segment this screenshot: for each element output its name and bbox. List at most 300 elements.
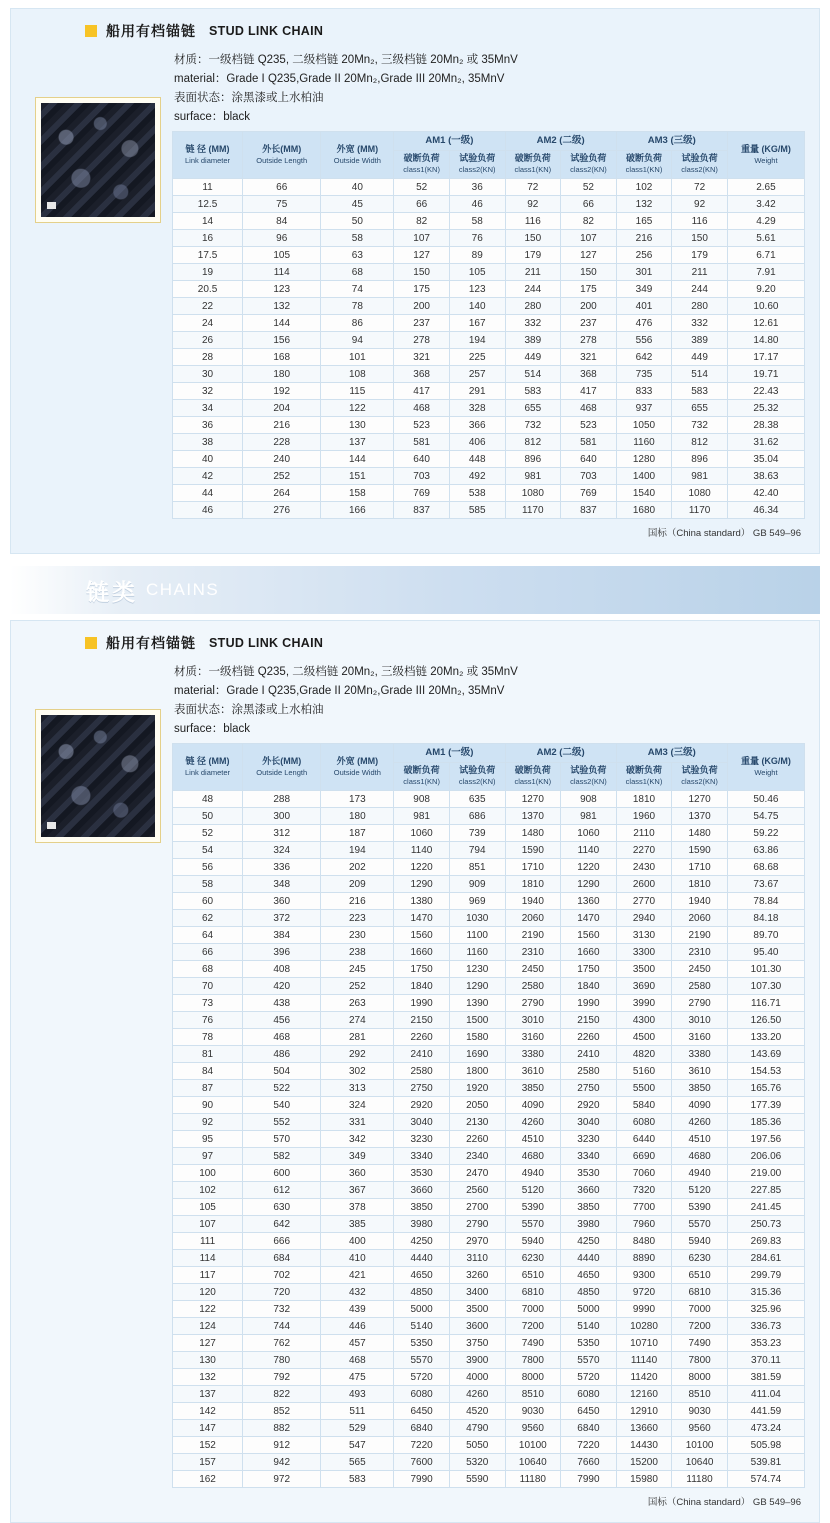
- table-cell: 2770: [616, 893, 672, 910]
- spec-line: 材质：一级档链 Q235, 二级档链 20Mn₂, 三级档链 20Mn₂ 或 35MnV: [174, 54, 518, 66]
- col-am2-break: 破断负荷 class1(KN): [505, 763, 561, 791]
- table-cell: 401: [616, 298, 672, 315]
- table-row: [173, 468, 805, 485]
- table-cell: 1810: [616, 791, 672, 808]
- table-cell: 582: [243, 1148, 321, 1165]
- col-am1-proof: 试验负荷 class2(KN): [449, 151, 505, 179]
- table-cell: 240: [243, 451, 321, 468]
- table-cell: 66: [561, 196, 617, 213]
- table-cell: 252: [243, 468, 321, 485]
- table-cell: 4680: [505, 1148, 561, 1165]
- section-1-title-cn: 船用有档锚链: [106, 23, 196, 39]
- table-cell: 2310: [505, 944, 561, 961]
- table-cell: 58: [321, 230, 394, 247]
- table-cell: 2750: [394, 1080, 450, 1097]
- table-cell: 11180: [505, 1471, 561, 1488]
- table-cell: 245: [321, 961, 394, 978]
- table-cell: 769: [394, 485, 450, 502]
- table-cell: 769: [561, 485, 617, 502]
- table-row: [173, 1012, 805, 1029]
- table-cell: 123: [243, 281, 321, 298]
- table-cell: 574.74: [727, 1471, 804, 1488]
- table-cell: 1220: [394, 859, 450, 876]
- table-cell: 5.61: [727, 230, 804, 247]
- table-cell: 302: [321, 1063, 394, 1080]
- section-2-left-column: [25, 663, 170, 843]
- col-weight: 重量 (KG/M) Weight: [727, 132, 804, 179]
- section-2-title-en: STUD LINK CHAIN: [209, 636, 324, 650]
- table-cell: 17.5: [173, 247, 243, 264]
- table-cell: 360: [243, 893, 321, 910]
- table-cell: 1270: [505, 791, 561, 808]
- table-cell: 523: [394, 417, 450, 434]
- table-cell: 3660: [394, 1182, 450, 1199]
- table-row: [173, 1267, 805, 1284]
- table-cell: 117: [173, 1267, 243, 1284]
- table-cell: 3040: [561, 1114, 617, 1131]
- table-cell: 4090: [672, 1097, 728, 1114]
- table-cell: 9030: [672, 1403, 728, 1420]
- table-cell: 9300: [616, 1267, 672, 1284]
- table-cell: 476: [616, 315, 672, 332]
- table-cell: 223: [321, 910, 394, 927]
- table-cell: 73: [173, 995, 243, 1012]
- table-cell: 157: [173, 1454, 243, 1471]
- col-am1-break: 破断负荷 class1(KN): [394, 763, 450, 791]
- table-cell: 3.42: [727, 196, 804, 213]
- table-cell: 324: [321, 1097, 394, 1114]
- table-cell: 1290: [394, 876, 450, 893]
- table-cell: 332: [505, 315, 561, 332]
- table-row: [173, 1420, 805, 1437]
- table-cell: 144: [243, 315, 321, 332]
- table-cell: 7600: [394, 1454, 450, 1471]
- table-cell: 3130: [616, 927, 672, 944]
- table-cell: 281: [321, 1029, 394, 1046]
- table-cell: 238: [321, 944, 394, 961]
- section-2-product-photo-frame: [35, 709, 161, 843]
- table-cell: 73.67: [727, 876, 804, 893]
- table-cell: 22: [173, 298, 243, 315]
- table-cell: 600: [243, 1165, 321, 1182]
- table-row: [173, 1097, 805, 1114]
- table-cell: 523: [561, 417, 617, 434]
- section-2-spec-text: [172, 663, 805, 739]
- table-cell: 1480: [672, 825, 728, 842]
- table-cell: 192: [243, 383, 321, 400]
- table-cell: 336.73: [727, 1318, 804, 1335]
- table-row: [173, 1301, 805, 1318]
- table-cell: 140: [449, 298, 505, 315]
- table-cell: 896: [672, 451, 728, 468]
- table-cell: 3850: [394, 1199, 450, 1216]
- table-cell: 2920: [561, 1097, 617, 1114]
- table-cell: 1750: [561, 961, 617, 978]
- table-cell: 5120: [672, 1182, 728, 1199]
- table-cell: 292: [321, 1046, 394, 1063]
- table-cell: 331: [321, 1114, 394, 1131]
- table-cell: 2920: [394, 1097, 450, 1114]
- table-cell: 75: [243, 196, 321, 213]
- table-cell: 4440: [394, 1250, 450, 1267]
- table-cell: 92: [672, 196, 728, 213]
- table-cell: 2060: [505, 910, 561, 927]
- section-2-title: [25, 631, 805, 663]
- table-row: [173, 1369, 805, 1386]
- table-cell: 3300: [616, 944, 672, 961]
- table-cell: 504: [243, 1063, 321, 1080]
- table-cell: 280: [505, 298, 561, 315]
- table-cell: 177.39: [727, 1097, 804, 1114]
- table-cell: 739: [449, 825, 505, 842]
- table-cell: 167: [449, 315, 505, 332]
- table-cell: 5500: [616, 1080, 672, 1097]
- table-cell: 2790: [672, 995, 728, 1012]
- section-1-title-en: STUD LINK CHAIN: [209, 24, 324, 38]
- table-cell: 1270: [672, 791, 728, 808]
- table-cell: 421: [321, 1267, 394, 1284]
- table-cell: 1540: [616, 485, 672, 502]
- table-cell: 353.23: [727, 1335, 804, 1352]
- table-cell: 2410: [394, 1046, 450, 1063]
- table-cell: 732: [243, 1301, 321, 1318]
- table-row: [173, 1114, 805, 1131]
- table-cell: 11: [173, 179, 243, 196]
- table-cell: 9720: [616, 1284, 672, 1301]
- table-cell: 36: [173, 417, 243, 434]
- table-cell: 59.22: [727, 825, 804, 842]
- table-cell: 116: [672, 213, 728, 230]
- table-cell: 1140: [394, 842, 450, 859]
- table-cell: 3160: [672, 1029, 728, 1046]
- table-cell: 640: [394, 451, 450, 468]
- table-cell: 1100: [449, 927, 505, 944]
- table-cell: 4510: [505, 1131, 561, 1148]
- table-cell: 206.06: [727, 1148, 804, 1165]
- table-cell: 151: [321, 468, 394, 485]
- table-cell: 4940: [505, 1165, 561, 1182]
- section-2-table-body: [173, 791, 805, 1488]
- spec-line: surface：black: [174, 111, 251, 123]
- table-cell: 137: [173, 1386, 243, 1403]
- table-cell: 1590: [505, 842, 561, 859]
- spec-line: material：Grade I Q235,Grade II 20Mn₂,Grade III 20Mn₂, 35MnV: [174, 73, 505, 85]
- table-cell: 10280: [616, 1318, 672, 1335]
- table-cell: 143.69: [727, 1046, 804, 1063]
- table-cell: 1390: [449, 995, 505, 1012]
- table-cell: 583: [672, 383, 728, 400]
- table-cell: 70: [173, 978, 243, 995]
- table-cell: 132: [243, 298, 321, 315]
- table-cell: 937: [616, 400, 672, 417]
- table-row: [173, 417, 805, 434]
- table-cell: 4260: [672, 1114, 728, 1131]
- table-cell: 130: [173, 1352, 243, 1369]
- table-cell: 7490: [505, 1335, 561, 1352]
- table-cell: 84.18: [727, 910, 804, 927]
- table-cell: 514: [672, 366, 728, 383]
- table-cell: 4300: [616, 1012, 672, 1029]
- col-am1-break: 破断负荷 class1(KN): [394, 151, 450, 179]
- table-cell: 25.32: [727, 400, 804, 417]
- table-cell: 981: [672, 468, 728, 485]
- group-am2: AM2 (二级): [505, 744, 616, 763]
- table-cell: 66: [394, 196, 450, 213]
- table-cell: 744: [243, 1318, 321, 1335]
- spec-line: 表面状态：涂黑漆或上水柏油: [174, 92, 324, 104]
- table-cell: 124: [173, 1318, 243, 1335]
- table-cell: 1370: [505, 808, 561, 825]
- table-cell: 8480: [616, 1233, 672, 1250]
- table-cell: 514: [505, 366, 561, 383]
- table-cell: 42.40: [727, 485, 804, 502]
- table-cell: 5120: [505, 1182, 561, 1199]
- table-cell: 108: [321, 366, 394, 383]
- table-cell: 24: [173, 315, 243, 332]
- col-am2-proof: 试验负荷 class2(KN): [561, 763, 617, 791]
- table-cell: 45: [321, 196, 394, 213]
- table-cell: 274: [321, 1012, 394, 1029]
- table-cell: 1400: [616, 468, 672, 485]
- table-cell: 11140: [616, 1352, 672, 1369]
- table-cell: 5390: [505, 1199, 561, 1216]
- table-row: [173, 944, 805, 961]
- table-cell: 349: [321, 1148, 394, 1165]
- table-row: [173, 1182, 805, 1199]
- table-cell: 6510: [505, 1267, 561, 1284]
- table-cell: 969: [449, 893, 505, 910]
- table-cell: 13660: [616, 1420, 672, 1437]
- table-cell: 7000: [672, 1301, 728, 1318]
- table-cell: 4790: [449, 1420, 505, 1437]
- table-cell: 50: [173, 808, 243, 825]
- table-cell: 76: [449, 230, 505, 247]
- table-cell: 185.36: [727, 1114, 804, 1131]
- table-row: [173, 842, 805, 859]
- table-cell: 368: [561, 366, 617, 383]
- table-cell: 227.85: [727, 1182, 804, 1199]
- table-cell: 3340: [394, 1148, 450, 1165]
- table-row: [173, 400, 805, 417]
- table-cell: 72: [505, 179, 561, 196]
- table-cell: 4650: [394, 1267, 450, 1284]
- table-cell: 7800: [672, 1352, 728, 1369]
- table-cell: 1290: [449, 978, 505, 995]
- table-cell: 3660: [561, 1182, 617, 1199]
- table-cell: 7060: [616, 1165, 672, 1182]
- table-cell: 4850: [561, 1284, 617, 1301]
- group-am3: AM3 (三级): [616, 132, 727, 151]
- table-cell: 360: [321, 1165, 394, 1182]
- table-row: [173, 1454, 805, 1471]
- col-outside-width: 外宽 (MM) Outside Width: [321, 132, 394, 179]
- table-cell: 116: [505, 213, 561, 230]
- table-cell: 111: [173, 1233, 243, 1250]
- table-cell: 511: [321, 1403, 394, 1420]
- table-cell: 1140: [561, 842, 617, 859]
- table-cell: 3380: [505, 1046, 561, 1063]
- spec-line: 材质：一级档链 Q235, 二级档链 20Mn₂, 三级档链 20Mn₂ 或 35MnV: [174, 666, 518, 678]
- table-cell: 179: [505, 247, 561, 264]
- table-cell: 1660: [561, 944, 617, 961]
- table-cell: 5000: [394, 1301, 450, 1318]
- table-cell: 684: [243, 1250, 321, 1267]
- table-row: [173, 791, 805, 808]
- table-cell: 336: [243, 859, 321, 876]
- table-cell: 150: [561, 264, 617, 281]
- section-stud-link-chain-2: [10, 620, 820, 1523]
- table-cell: 237: [561, 315, 617, 332]
- table-cell: 280: [672, 298, 728, 315]
- table-cell: 642: [243, 1216, 321, 1233]
- table-row: [173, 1063, 805, 1080]
- table-cell: 612: [243, 1182, 321, 1199]
- table-cell: 12910: [616, 1403, 672, 1420]
- table-cell: 4680: [672, 1148, 728, 1165]
- chapter-title-en: CHAINS: [146, 580, 220, 599]
- table-row: [173, 1403, 805, 1420]
- table-cell: 1990: [394, 995, 450, 1012]
- table-cell: 2450: [505, 961, 561, 978]
- table-cell: 449: [672, 349, 728, 366]
- table-cell: 1230: [449, 961, 505, 978]
- table-cell: 1660: [394, 944, 450, 961]
- table-cell: 666: [243, 1233, 321, 1250]
- table-cell: 7220: [561, 1437, 617, 1454]
- table-cell: 2600: [616, 876, 672, 893]
- table-cell: 312: [243, 825, 321, 842]
- table-cell: 4250: [394, 1233, 450, 1250]
- section-2-right-column: [170, 663, 805, 1508]
- table-cell: 780: [243, 1352, 321, 1369]
- table-cell: 313: [321, 1080, 394, 1097]
- table-cell: 250.73: [727, 1216, 804, 1233]
- table-cell: 486: [243, 1046, 321, 1063]
- table-cell: 299.79: [727, 1267, 804, 1284]
- table-cell: 908: [394, 791, 450, 808]
- table-cell: 14.80: [727, 332, 804, 349]
- table-cell: 4440: [561, 1250, 617, 1267]
- table-cell: 2940: [616, 910, 672, 927]
- table-cell: 6230: [505, 1250, 561, 1267]
- table-row: [173, 1199, 805, 1216]
- table-cell: 1030: [449, 910, 505, 927]
- table-cell: 8890: [616, 1250, 672, 1267]
- table-cell: 252: [321, 978, 394, 995]
- table-cell: 216: [243, 417, 321, 434]
- stud-link-chain-photo: [41, 715, 155, 837]
- table-cell: 367: [321, 1182, 394, 1199]
- chapter-banner-chains: [10, 566, 820, 614]
- table-cell: 896: [505, 451, 561, 468]
- table-cell: 492: [449, 468, 505, 485]
- table-cell: 78: [321, 298, 394, 315]
- table-cell: 56: [173, 859, 243, 876]
- table-cell: 1590: [672, 842, 728, 859]
- table-cell: 278: [394, 332, 450, 349]
- table-row: [173, 1233, 805, 1250]
- table-cell: 58: [449, 213, 505, 230]
- table-cell: 3380: [672, 1046, 728, 1063]
- table-cell: 1560: [561, 927, 617, 944]
- table-cell: 40: [321, 179, 394, 196]
- table-cell: 10.60: [727, 298, 804, 315]
- table-cell: 89.70: [727, 927, 804, 944]
- table-cell: 2150: [394, 1012, 450, 1029]
- table-cell: 3990: [616, 995, 672, 1012]
- table-cell: 278: [561, 332, 617, 349]
- table-cell: 46.34: [727, 502, 804, 519]
- table-cell: 3610: [505, 1063, 561, 1080]
- table-cell: 539.81: [727, 1454, 804, 1471]
- table-cell: 812: [672, 434, 728, 451]
- table-cell: 168: [243, 349, 321, 366]
- table-cell: 3980: [561, 1216, 617, 1233]
- table-cell: 62: [173, 910, 243, 927]
- table-row: [173, 859, 805, 876]
- table-cell: 389: [672, 332, 728, 349]
- table-cell: 11420: [616, 1369, 672, 1386]
- table-row: [173, 315, 805, 332]
- table-cell: 35.04: [727, 451, 804, 468]
- table-cell: 66: [173, 944, 243, 961]
- table-cell: 468: [243, 1029, 321, 1046]
- table-row: [173, 1335, 805, 1352]
- table-cell: 78: [173, 1029, 243, 1046]
- table-cell: 4260: [505, 1114, 561, 1131]
- table-cell: 468: [561, 400, 617, 417]
- table-row: [173, 451, 805, 468]
- table-cell: 147: [173, 1420, 243, 1437]
- table-cell: 389: [505, 332, 561, 349]
- table-cell: 76: [173, 1012, 243, 1029]
- table-cell: 1480: [505, 825, 561, 842]
- table-cell: 8000: [505, 1369, 561, 1386]
- section-2-title-cn: 船用有档锚链: [106, 635, 196, 651]
- table-cell: 9.20: [727, 281, 804, 298]
- table-cell: 127: [561, 247, 617, 264]
- table-cell: 1170: [672, 502, 728, 519]
- table-cell: 2110: [616, 825, 672, 842]
- table-cell: 17.17: [727, 349, 804, 366]
- col-outside-length: 外长(MM) Outside Length: [243, 744, 321, 791]
- table-cell: 115: [321, 383, 394, 400]
- table-cell: 1170: [505, 502, 561, 519]
- table-cell: 66: [243, 179, 321, 196]
- table-cell: 46: [449, 196, 505, 213]
- table-cell: 583: [321, 1471, 394, 1488]
- table-cell: 1220: [561, 859, 617, 876]
- table-cell: 1370: [672, 808, 728, 825]
- table-cell: 8000: [672, 1369, 728, 1386]
- table-cell: 5840: [616, 1097, 672, 1114]
- table-cell: 2790: [505, 995, 561, 1012]
- table-cell: 102: [616, 179, 672, 196]
- table-cell: 127: [394, 247, 450, 264]
- table-cell: 7200: [505, 1318, 561, 1335]
- table-cell: 300: [243, 808, 321, 825]
- table-cell: 5350: [394, 1335, 450, 1352]
- table-cell: 122: [173, 1301, 243, 1318]
- table-cell: 105: [173, 1199, 243, 1216]
- yellow-square-icon: [85, 637, 97, 649]
- table-cell: 263: [321, 995, 394, 1012]
- table-row: [173, 1284, 805, 1301]
- section-1-spec-text: [172, 51, 805, 127]
- table-cell: 114: [173, 1250, 243, 1267]
- table-cell: 325.96: [727, 1301, 804, 1318]
- table-cell: 211: [672, 264, 728, 281]
